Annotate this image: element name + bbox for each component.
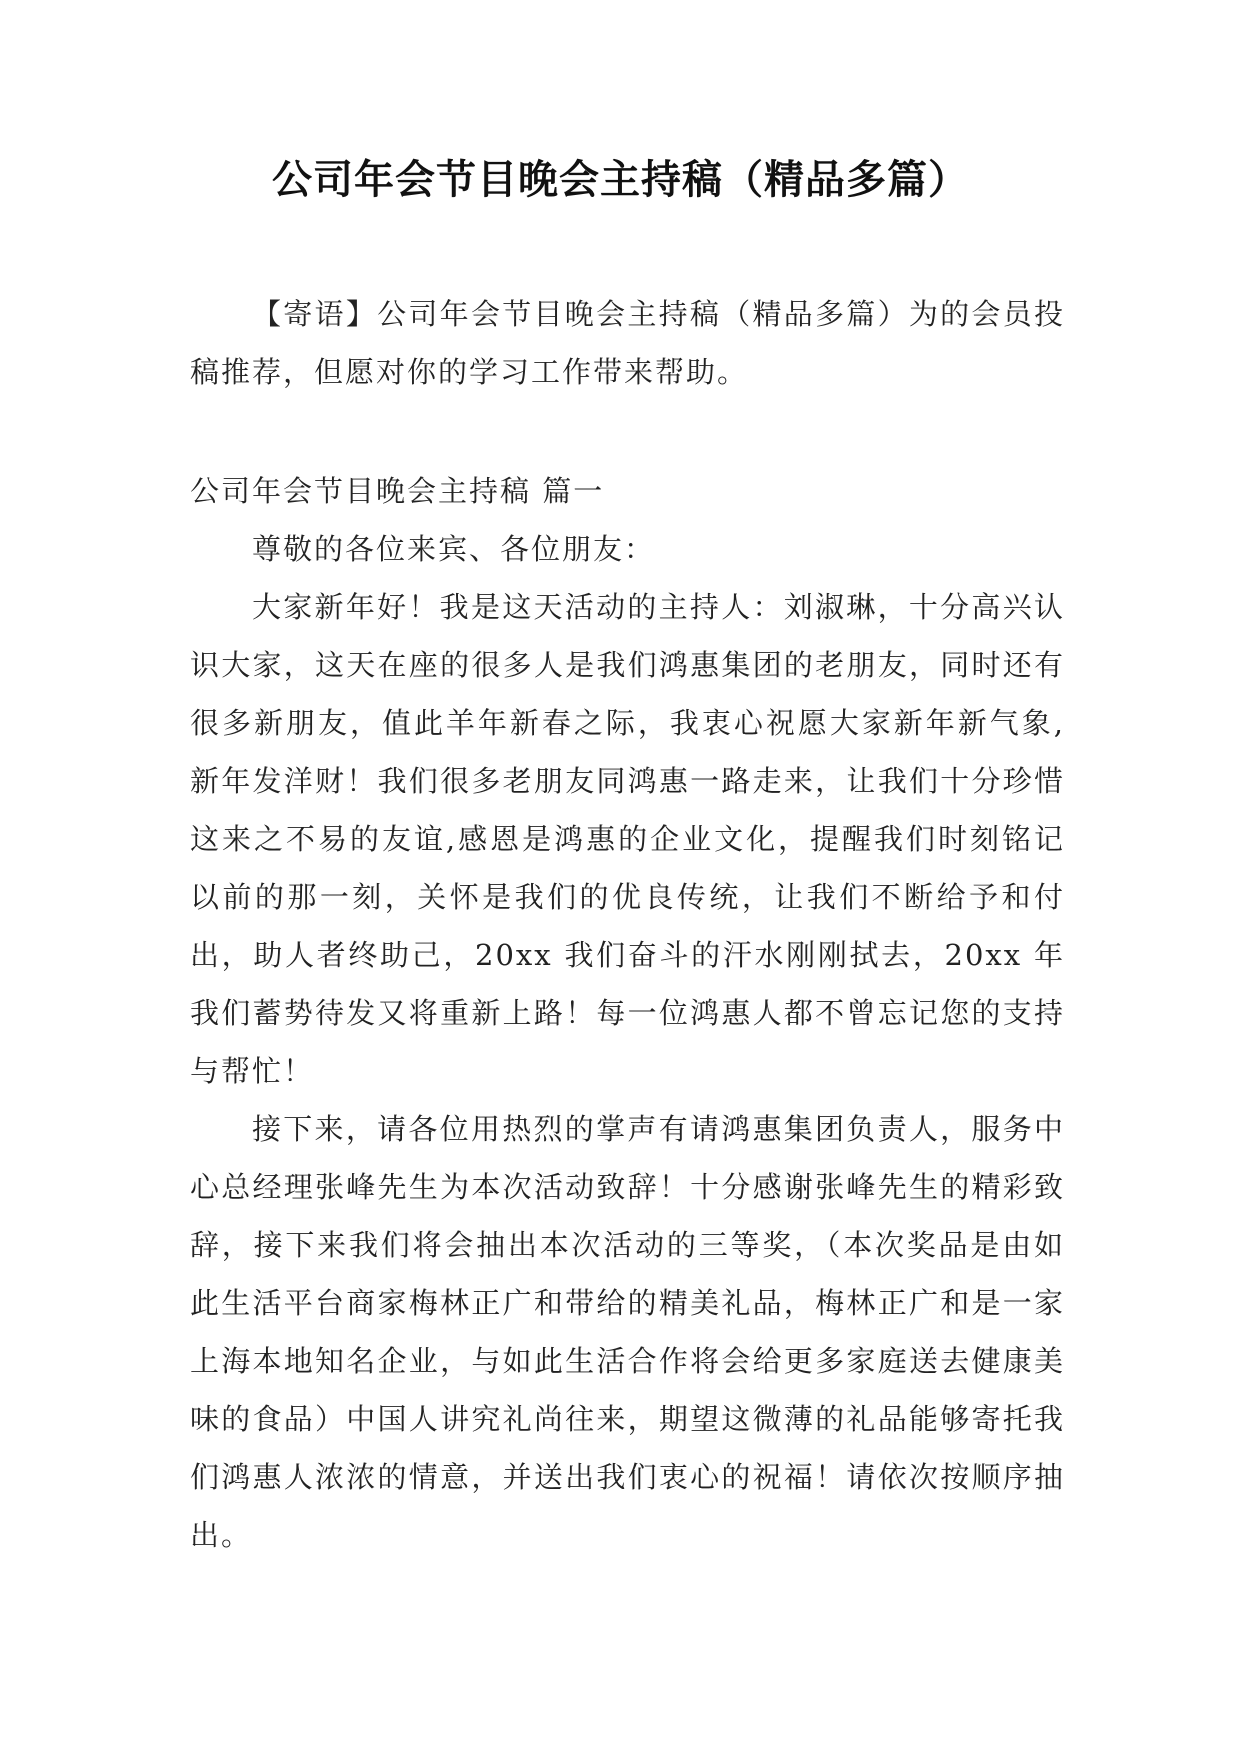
document-title: 公司年会节目晚会主持稿（精品多篇） <box>272 157 969 203</box>
section-body <box>190 520 1065 1564</box>
section-heading: 公司年会节目晚会主持稿 篇一 <box>190 474 605 508</box>
body-paragraph: 接下来，请各位用热烈的掌声有请鸿惠集团负责人，服务中心总经理张峰先生为本次活动致辞！十分感谢张峰先生的精彩致辞，接下来我们将会抽出本次活动的三等奖，（本次奖品是由如此生活平台商家梅林正广和带给的精美礼品，梅林正广和是一家上海本地知名企业，与如此生活合作将会给更多家庭送去健康美味的食品）中国人讲究礼尚往来，期望这微薄的礼品能够寄托我们鸿惠人浓浓的情意，并送出我们衷心的祝福！请依次按顺序抽出。 <box>190 1112 1065 1552</box>
preface-paragraph: 【寄语】公司年会节目晚会主持稿（精品多篇）为的会员投稿推荐，但愿对你的学习工作带来帮助。 <box>190 297 1065 389</box>
greeting-paragraph: 尊敬的各位来宾、各位朋友： <box>252 532 656 566</box>
body-paragraph: 大家新年好！我是这天活动的主持人：刘淑琳，十分高兴认识大家，这天在座的很多人是我们鸿惠集团的老朋友，同时还有很多新朋友，值此羊年新春之际，我衷心祝愿大家新年新气象,新年发洋财！我们很多老朋友同鸿惠一路走来，让我们十分珍惜这来之不易的友谊,感恩是鸿惠的企业文化，提醒我们时刻铭记以前的那一刻，关怀是我们的优良传统，让我们不断给予和付出，助人者终助己，20xx 我们奋斗的汗水刚刚拭去，20xx 年我们蓄势待发又将重新上路！每一位鸿惠人都不曾忘记您的支持与帮忙！ <box>190 590 1065 1088</box>
